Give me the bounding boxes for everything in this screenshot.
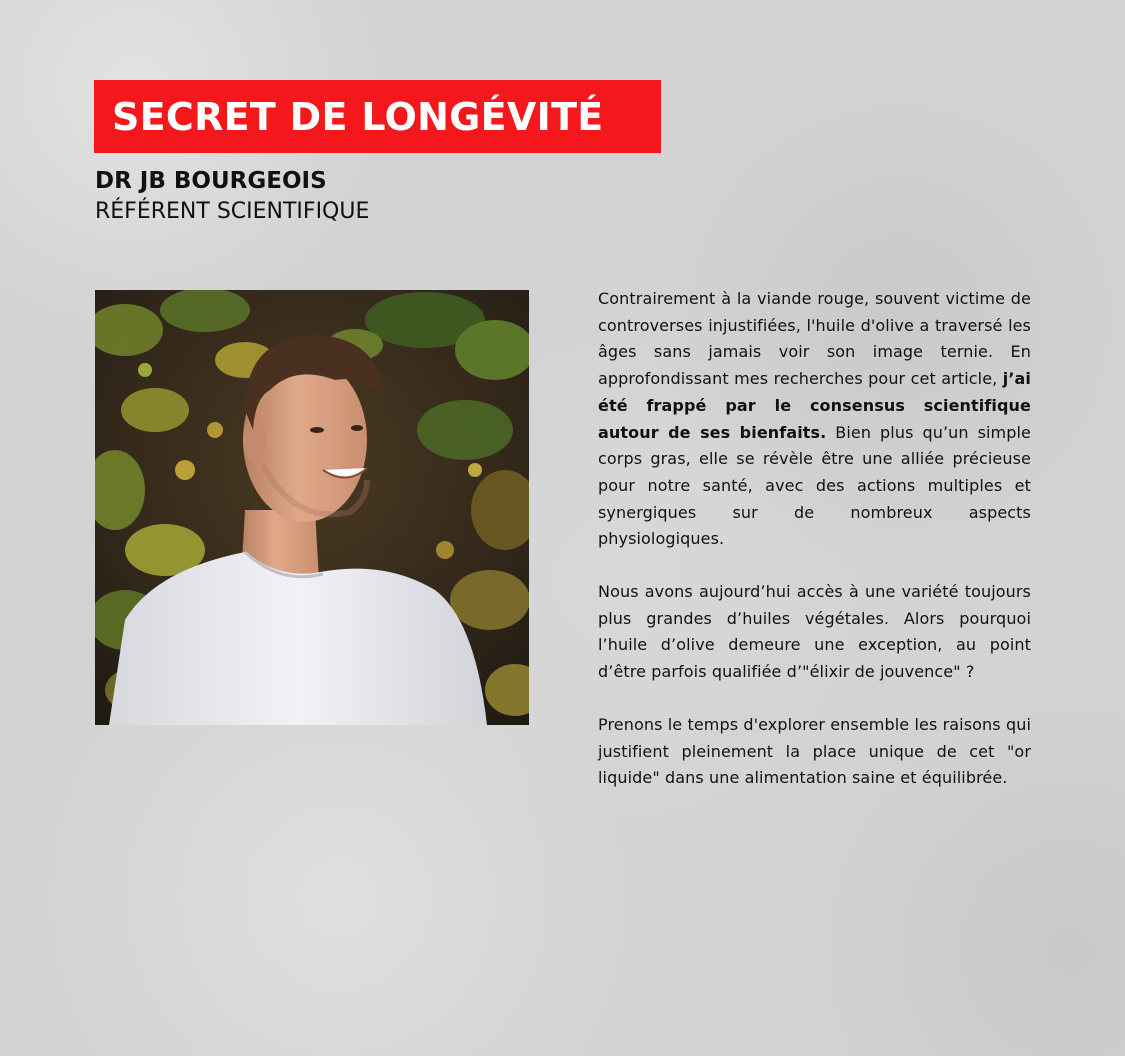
paragraph-2: Nous avons aujourd’hui accès à une variété toujours plus grandes d’huiles végétales. Alors pourquoi l’huile d’olive demeure une exception, au point d’être parfois qualifiée d’"élixir de jouvence" ? bbox=[598, 582, 1031, 682]
page-title: SECRET DE LONGÉVITÉ bbox=[112, 94, 604, 139]
paragraph-1-intro: Contrairement à la viande rouge, souvent victime de controverses injustifiées, l'huile d'olive a traversé les âges sans jamais voir son image ternie. En approfondissant mes recherches pour cet article, bbox=[598, 289, 1031, 389]
author-role: RÉFÉRENT SCIENTIFIQUE bbox=[95, 199, 370, 224]
paragraph-1-rest: Bien plus qu’un simple corps gras, elle se révèle être une alliée précieuse pour notre santé, avec des actions multiples et synergiques sur de nombreux aspects physiologiques. bbox=[598, 422, 1031, 549]
title-banner bbox=[94, 80, 661, 153]
paragraph-3: Prenons le temps d'explorer ensemble les raisons qui justifient pleinement la place unique de cet "or liquide" dans une alimentation saine et équilibrée. bbox=[598, 714, 1031, 788]
paragraph-1 bbox=[598, 286, 1031, 553]
portrait-photo bbox=[95, 290, 529, 725]
article-body bbox=[598, 286, 1031, 818]
author-name: DR JB BOURGEOIS bbox=[95, 168, 327, 194]
paragraph-1-highlight: j’ai été frappé par le consensus scientifique autour de ses bienfaits. bbox=[598, 369, 1031, 442]
